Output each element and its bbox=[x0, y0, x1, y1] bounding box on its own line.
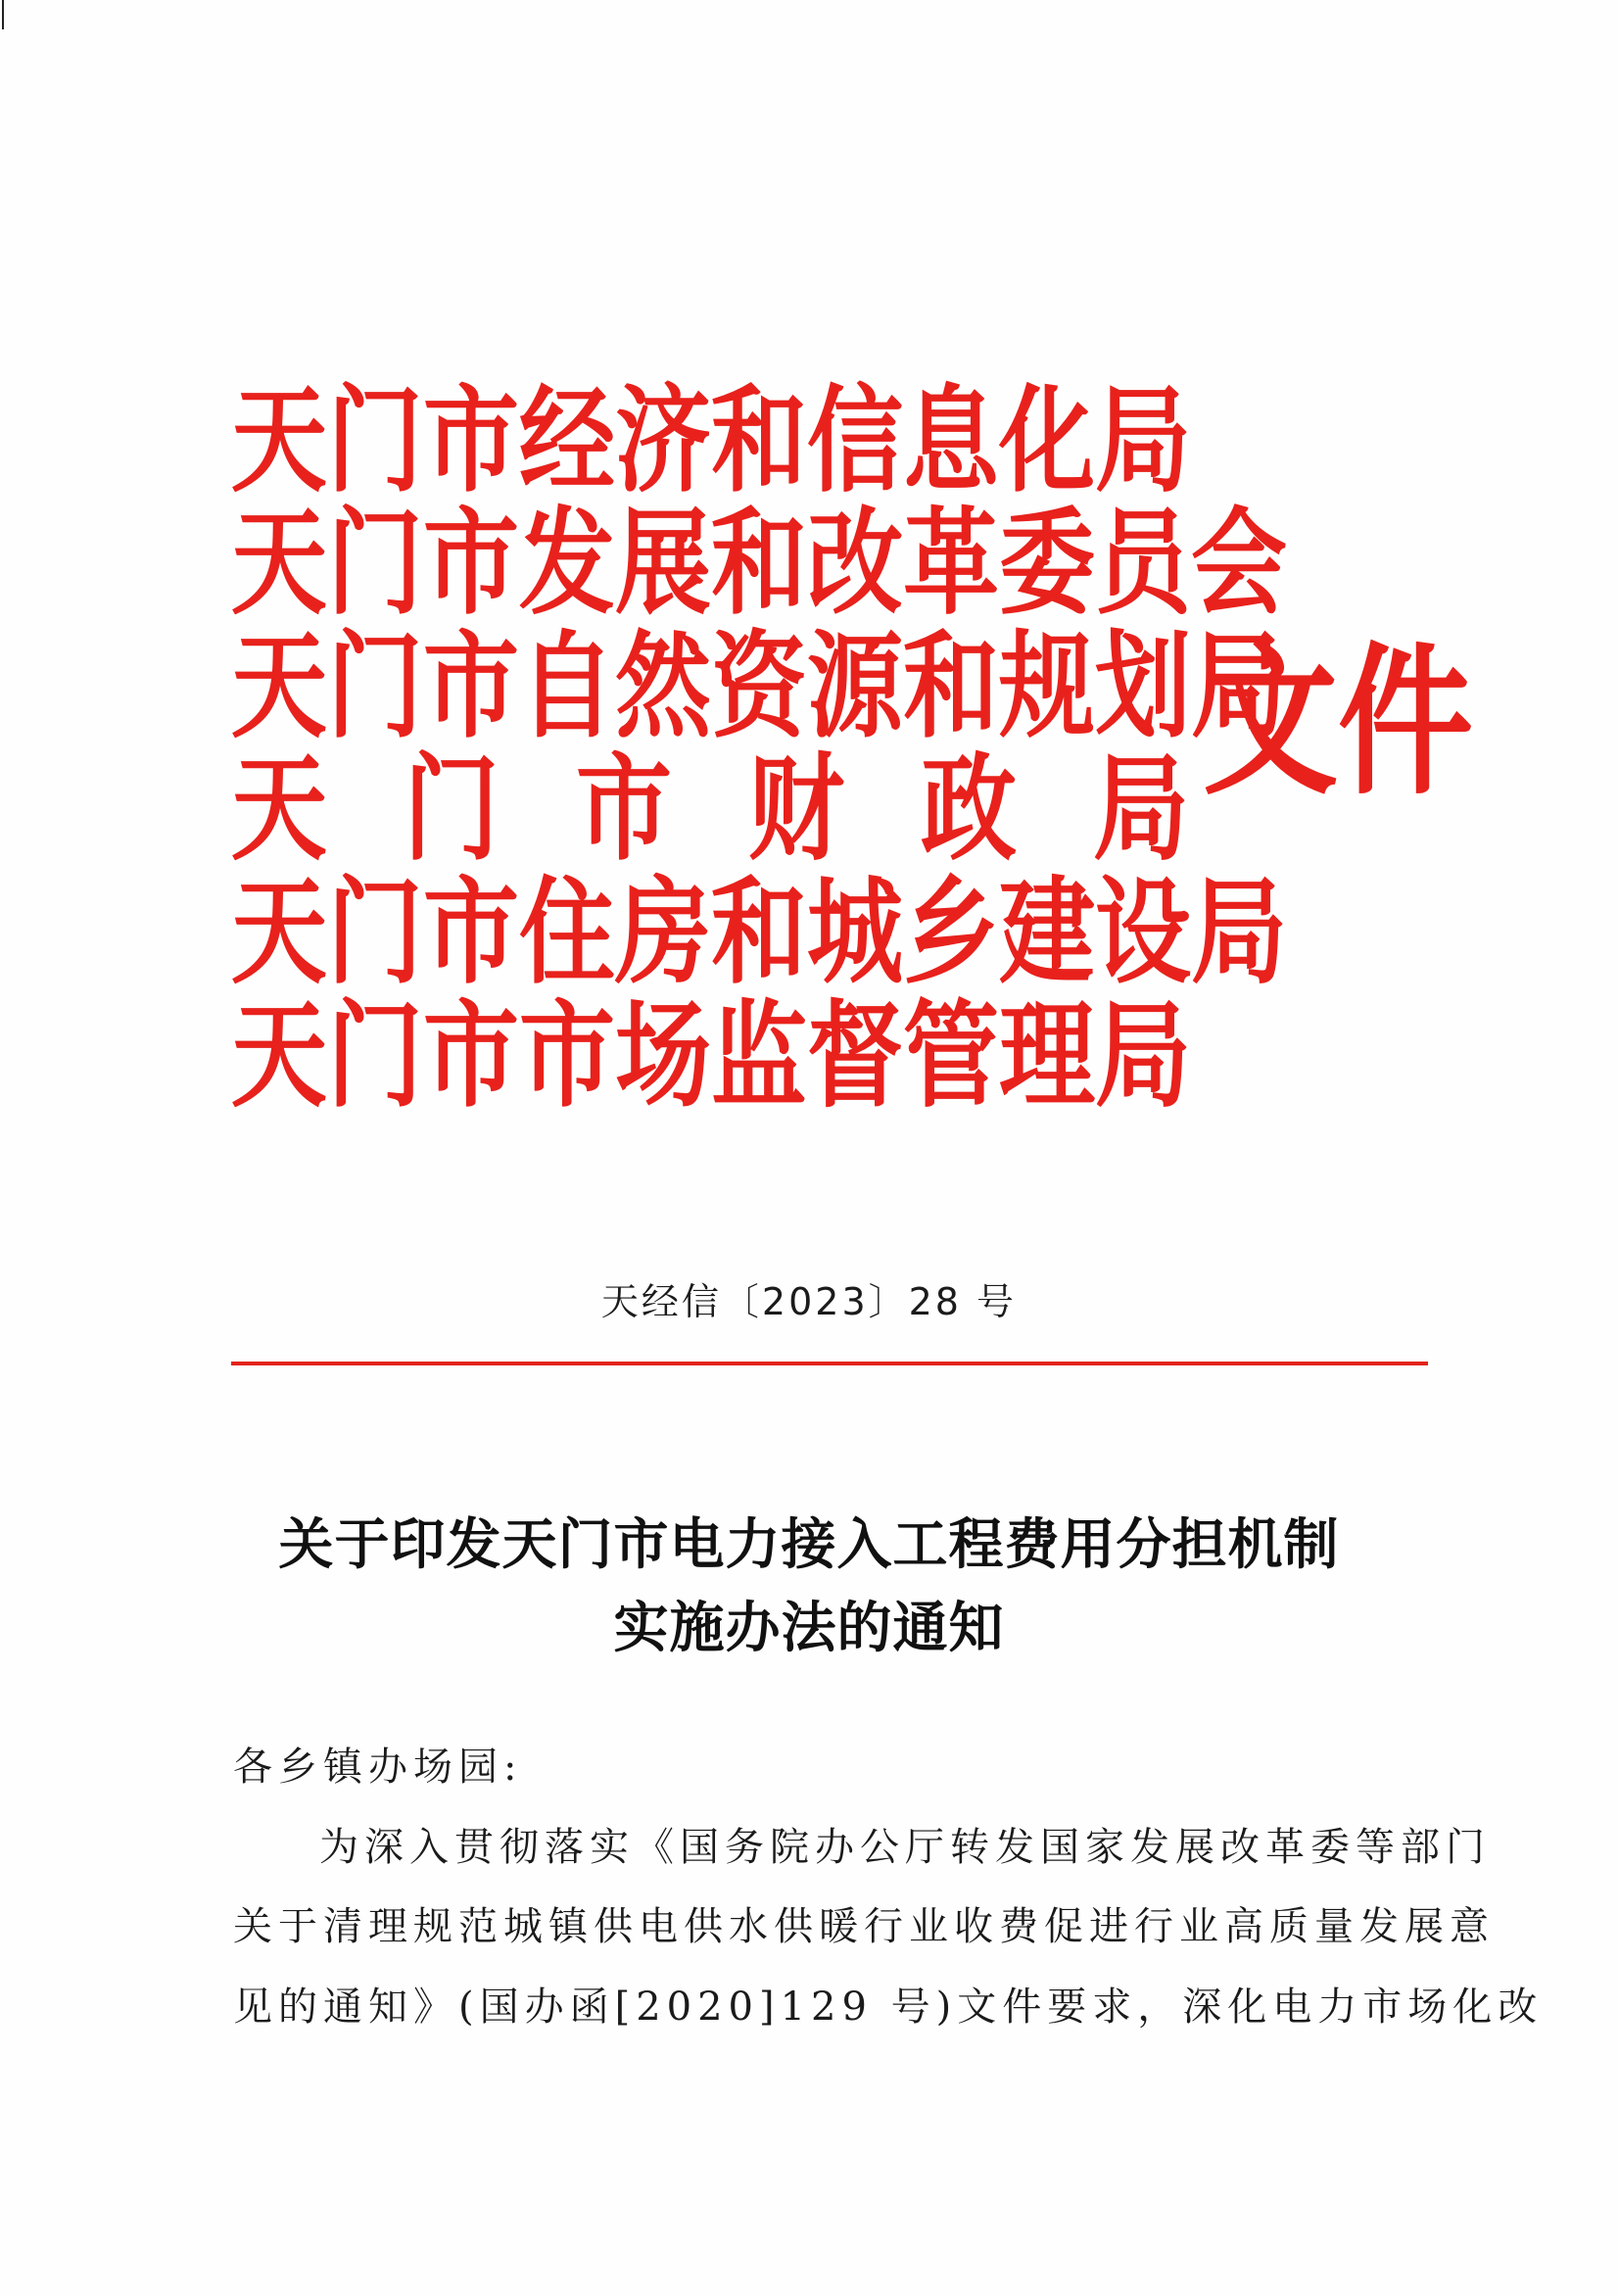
issuer-org-4: 天门市财政局 bbox=[231, 741, 1266, 878]
body-text-line: 为深入贯彻落实《国务院办公厅转发国家发展改革委等部门 bbox=[319, 1825, 1491, 1870]
issuer-org-3: 天门市自然资源和规划局 bbox=[231, 619, 1288, 755]
issuer-org-1: 天门市经济和信息化局 bbox=[231, 373, 1192, 509]
document-suffix: 文件 bbox=[1203, 625, 1474, 818]
document-number: 天经信〔2023〕28 号 bbox=[600, 1280, 1018, 1323]
red-divider-line bbox=[231, 1362, 1428, 1365]
issuer-org-2: 天门市发展和改革委员会 bbox=[231, 496, 1288, 632]
red-header bbox=[231, 373, 1474, 1143]
issuer-org-5: 天门市住房和城乡建设局 bbox=[231, 865, 1288, 1001]
document-title-line-2: 实施办法的通知 bbox=[613, 1596, 1005, 1660]
body-text-line: 见的通知》(国办函[2020]129 号)文件要求，深化电力市场化改 bbox=[233, 1985, 1544, 2030]
scan-edge-mark bbox=[2, 0, 4, 29]
issuer-org-6: 天门市市场监督管理局 bbox=[231, 988, 1192, 1124]
salutation: 各乡镇办场园: bbox=[233, 1745, 523, 1790]
body-text-line: 关于清理规范城镇供电供水供暖行业收费促进行业高质量发展意 bbox=[233, 1904, 1495, 1949]
document-title-line-1: 关于印发天门市电力接入工程费用分担机制 bbox=[278, 1512, 1340, 1577]
